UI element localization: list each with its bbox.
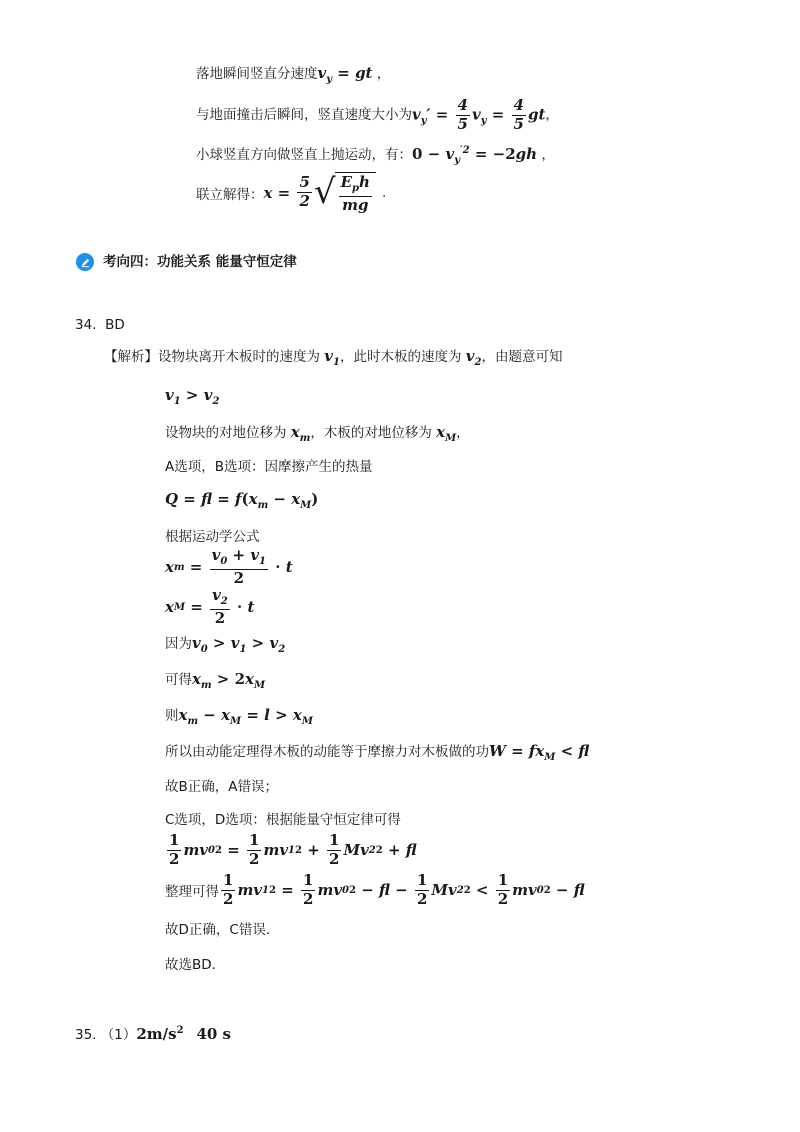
q35-answer-line: 35. $(1)2m/s^2$ 40 s xyxy=(75,1025,231,1043)
q34-so: 可得$x_m > 2x_M$ xyxy=(165,670,266,691)
formula-vy-gt: $v_y$ = gt xyxy=(317,64,373,85)
q34-kinematics-text: 根据运动学公式 xyxy=(165,529,260,545)
q34-conclusion1: 故B正确，A错误； xyxy=(165,779,278,795)
line-velocity-at-landing: 落地瞬间竖直分速度$v_y$ = gt ， xyxy=(196,64,391,85)
q34-work: 所以由动能定理得木板的动能等于摩擦力对木板做的功$W = fx_M$ < fl xyxy=(165,742,590,763)
section-heading: 考向四：功能关系 能量守恒定律 xyxy=(76,251,297,273)
line-velocity-after-impact: 与地面撞击后瞬间，竖直速度大小为 $v_y'$ = $\frac{4}{5}$ $v_y$ = $\frac{4}{5}$ gt ， xyxy=(196,96,559,133)
formula-x-result: x = $\frac{5}{2}$ √ $\frac{E_ph}{mg}$ xyxy=(264,172,376,213)
q34-cd-text: C选项，D选项：根据能量守恒定律可得 xyxy=(165,812,401,828)
formula-xm: x m = $\frac{v_0 + v_1}{2}$ · t xyxy=(165,546,293,587)
q34-because: 因为$v_0 > v_1 > v_2$ xyxy=(165,634,286,655)
formula-vy-prime: $v_y'$ = $\frac{4}{5}$ $v_y$ = $\frac{4}{5}$ gt xyxy=(412,96,546,133)
q34-then: 则$x_m - x_M = l > x_M$ xyxy=(165,706,313,727)
q34-intro: 【解析】设物块离开木板时的速度为 $v_1$，此时木板的速度为 $v_2$，由题意可知 xyxy=(104,347,563,368)
q34-displacement: 设物块的对地位移为 $x_m$，木板的对地位移为 $x_M$， xyxy=(165,423,470,444)
formula-energy-vertical: $0 - v_y^{'2} = -2gh$ xyxy=(412,145,538,166)
q34-choice: 故选BD． xyxy=(165,957,226,973)
q34-answer-line: 34. BD xyxy=(75,317,125,333)
q34-conclusion2: 故D正确，C错误． xyxy=(165,922,280,938)
line-vertical-projectile: 小球竖直方向做竖直上抛运动，有：$0 - v_y^{'2} = -2gh$ ， xyxy=(196,145,555,166)
formula-heat: Q = fl = $f(x_m - x_M)$ xyxy=(165,490,319,511)
formula-energy-conservation: $\frac{1}{2}$ mv 0 2 = $\frac{1}{2}$ mv 1 2 + $\frac{1}{2}$ Mv 2 2 + fl xyxy=(169,831,417,868)
q34-arrange: 整理可得 $\frac{1}{2}$ mv 1 2 = $\frac{1}{2}$ mv 0 2 − fl − $\frac{1}{2}$ Mv 2 2 < $\frac{1}{2}$ mv 0 2 − fl xyxy=(165,871,585,908)
formula-v1-gt-v2: $v_1 > v_2$ xyxy=(165,386,220,407)
pencil-icon xyxy=(76,253,94,271)
q34-heat-text: A选项，B选项：因摩擦产生的热量 xyxy=(165,459,373,475)
line-solve-x: 联立解得： x = $\frac{5}{2}$ √ $\frac{E_ph}{mg}$ . xyxy=(196,172,387,214)
formula-xM: x M = $\frac{v_2}{2}$ · t xyxy=(165,586,255,627)
